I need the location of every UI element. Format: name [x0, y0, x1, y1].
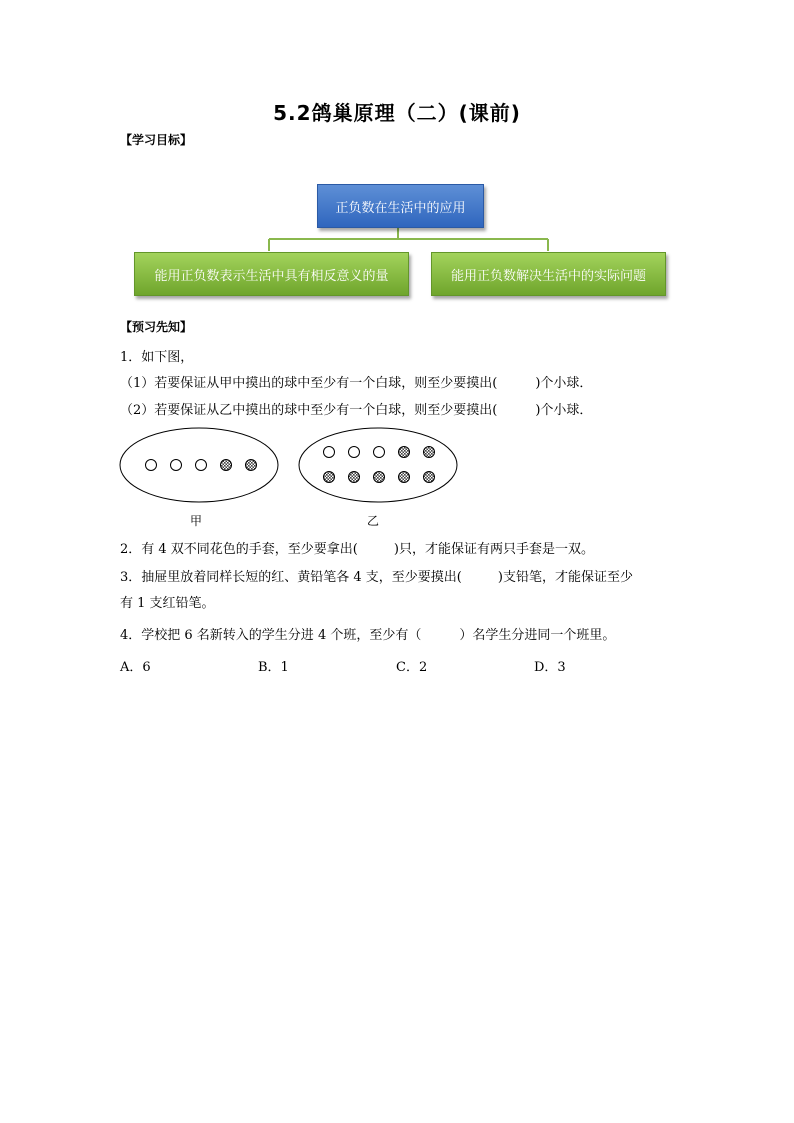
shaded-ball: [349, 472, 360, 483]
balls-figure: [110, 420, 470, 505]
shaded-ball: [424, 447, 435, 458]
q1-sub1-pre: （1）若要保证从甲中摸出的球中至少有一个白球，则至少要摸出(: [120, 376, 498, 391]
q1-sub1: [120, 372, 592, 391]
jia-label: 甲: [190, 514, 203, 528]
q4-option-d[interactable]: D．3: [534, 660, 566, 675]
concept-left-box: [134, 252, 409, 296]
white-ball: [171, 460, 182, 471]
yi-ellipse: [299, 428, 457, 502]
q1-sub2-post: )个小球．: [535, 403, 593, 418]
shaded-ball: [399, 472, 410, 483]
q3-line1: [120, 566, 633, 585]
q2-post: )只，才能保证有两只手套是一双。: [393, 542, 594, 557]
q2-pre: 2．有 4 双不同花色的手套，至少要拿出(: [120, 542, 358, 557]
q4-pre: 4．学校把 6 名新转入的学生分进 4 个班，至少有（: [120, 628, 422, 643]
q3-pre: 3．抽屉里放着同样长短的红、黄铅笔各 4 支，至少要摸出(: [120, 570, 462, 585]
concept-right-box: [431, 252, 666, 296]
white-ball: [146, 460, 157, 471]
concept-root-label: 正负数在生活中的应用: [335, 200, 466, 216]
q1-sub2: [120, 399, 592, 418]
q1-sub1-post: )个小球．: [535, 376, 593, 391]
white-ball: [374, 447, 385, 458]
yi-balls: [324, 447, 435, 483]
q2: [120, 538, 594, 557]
q3-post: )支铅笔，才能保证至少: [497, 570, 633, 585]
section-preview: 【预习先知】: [120, 320, 193, 334]
page-title: 5.2鸽巢原理（二）(课前): [273, 101, 521, 125]
q4-option-c[interactable]: C．2: [396, 660, 428, 675]
yi-label: 乙: [367, 514, 380, 528]
shaded-ball: [399, 447, 410, 458]
section-learning-goals: 【学习目标】: [120, 133, 193, 147]
q1-sub2-pre: （2）若要保证从乙中摸出的球中至少有一个白球，则至少要摸出(: [120, 403, 498, 418]
shaded-ball: [374, 472, 385, 483]
q1-stem: 1．如下图，: [120, 350, 194, 365]
jia-balls: [146, 460, 257, 471]
q4: [120, 624, 615, 643]
white-ball: [349, 447, 360, 458]
white-ball: [324, 447, 335, 458]
q4-option-b[interactable]: B．1: [258, 660, 289, 675]
shaded-ball: [221, 460, 232, 471]
shaded-ball: [246, 460, 257, 471]
white-ball: [196, 460, 207, 471]
q3-line2: 有 1 支红铅笔。: [120, 596, 215, 611]
shaded-ball: [424, 472, 435, 483]
concept-left-label: 能用正负数表示生活中具有相反意义的量: [154, 268, 389, 284]
q4-option-a[interactable]: A．6: [120, 660, 151, 675]
shaded-ball: [324, 472, 335, 483]
q4-post: ）名学生分进同一个班里。: [459, 628, 616, 643]
concept-right-label: 能用正负数解决生活中的实际问题: [450, 268, 646, 284]
concept-root-box: [317, 184, 484, 228]
